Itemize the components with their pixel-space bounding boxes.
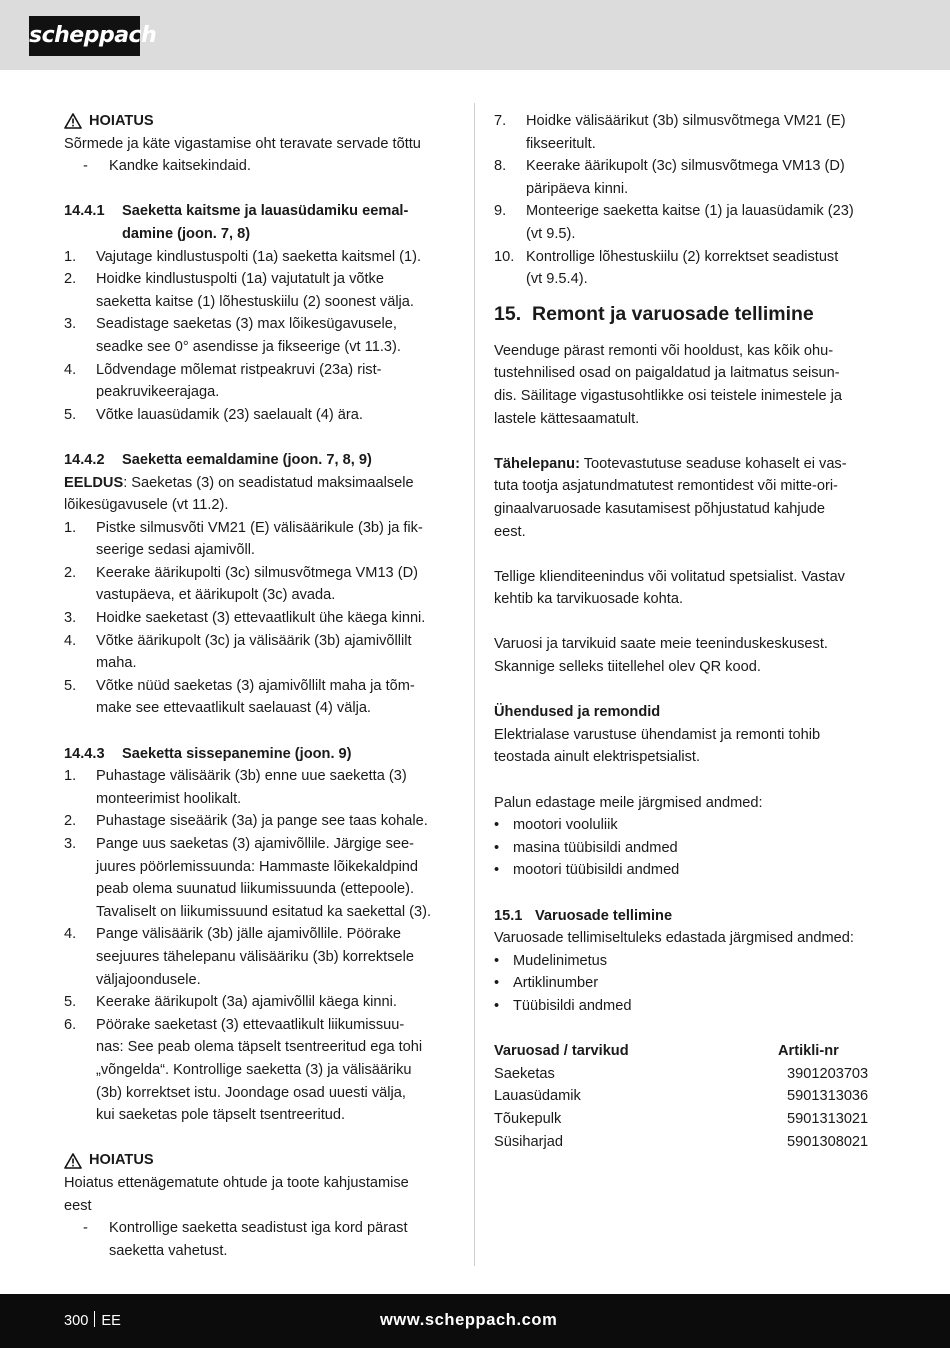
table-header: Varuosad / tarvikud Artikli-nr	[494, 1043, 839, 1060]
table-row: Tõukepulk 5901313021	[494, 1110, 869, 1127]
list-item: 10. Kontrollige lõhestuskiilu (2) korrektset seadistust (vt 9.5.4).	[494, 248, 839, 288]
list-item: • mootori tüübisildi andmed	[494, 862, 680, 879]
warning-heading	[64, 110, 456, 133]
list-item: • Tüübisildi andmed	[494, 997, 632, 1014]
subheading: Ühendused ja remondid	[494, 704, 661, 721]
brand-logo: scheppach	[29, 16, 140, 56]
precondition-text: EELDUS: Saeketas (3) on seadistatud maksimaalsele lõikesügavusele (vt 11.2).	[64, 474, 414, 514]
list-item: 2. Hoidke kindlustuspolti (1a) vajutatult ja võtke saeketta kaitse (1) lõhestuskiilu (2) soonest välja.	[64, 271, 414, 310]
list-item: 5. Võtke lauasüdamik (23) saelaualt (4) ära.	[64, 406, 363, 423]
column-divider	[474, 103, 475, 1266]
paragraph: Elektrialase varustuse ühendamist ja remonti tohib teostada ainult elektrispetsialist.	[494, 726, 821, 766]
warning-bullet: - Kandke kaitsekindaid.	[83, 158, 251, 175]
list-item: 9. Monteerige saeketta kaitse (1) ja lauasüdamik (23) (vt 9.5).	[494, 203, 854, 242]
list-item: 1. Pistke silmusvõti VM21 (E) välisäärikule (3b) ja fik- seerige sedasi ajamivõll.	[64, 519, 423, 559]
list-item: 4. Lõdvendage mõlemat ristpeakruvi (23a) rist- peakruvikeerajaga.	[64, 361, 382, 401]
paragraph: Tähelepanu: Tootevastutuse seaduse kohaselt ei vas- tuta tootja asjatundmatutest remontidest või mitte-ori- ginaalvaruosade kasutamisest põhjustatud kahjude eest.	[494, 455, 847, 540]
warning-triangle-icon	[64, 1153, 82, 1169]
list-item: 1. Vajutage kindlustuspolti (1a) saeketta kaitsmel (1).	[64, 248, 422, 265]
list-item: 6. Pöörake saeketast (3) ettevaatlikult liikumissuu- nas: See peab olema täpselt tsentreeritud ega tohi „võngelda“. Kontrollige saeketta (3) ja välisääriku (3b) korrektset istu. Joondage osad uuesti välja, kui saeketas pole täpselt tsentreeritud.	[64, 1016, 423, 1124]
warning-triangle-icon	[64, 113, 82, 129]
section-heading-15-1: 15.1 Varuosade tellimine	[494, 907, 673, 924]
table-row: Saeketas 3901203703	[494, 1065, 869, 1082]
list-item: • Mudelinimetus	[494, 952, 608, 969]
warning-text: Sõrmede ja käte vigastamise oht teravate servade tõttu	[64, 135, 421, 152]
list-item: 5. Keerake äärikupolt (3a) ajamivõllil käega kinni.	[64, 994, 397, 1011]
table-row: Süsiharjad 5901308021	[494, 1133, 869, 1150]
list-item: • mootori vooluliik	[494, 817, 618, 834]
list-item: 8. Keerake äärikupolt (3c) silmusvõtmega VM13 (D) päripäeva kinni.	[494, 158, 845, 197]
warning-title: HOIATUS	[89, 1152, 154, 1169]
list-item: 7. Hoidke välisäärikut (3b) silmusvõtmega VM21 (E) fikseeritult.	[494, 113, 846, 152]
paragraph: Varuosi ja tarvikuid saate meie teeninduskeskusest. Skannige selleks tiitellehel olev QR kood.	[494, 636, 828, 676]
left-column	[64, 110, 456, 1262]
parts-table	[494, 1040, 886, 1153]
warning-bullet: - Kontrollige saeketta seadistust iga kord pärast saeketta vahetust.	[83, 1220, 408, 1259]
section-heading-14-4-2: 14.4.2 Saeketta eemaldamine (joon. 7, 8, 9)	[64, 451, 372, 468]
warning-heading	[64, 1149, 456, 1172]
list-item: 2. Puhastage siseäärik (3a) ja pange see taas kohale.	[64, 813, 428, 830]
list-item: 3. Hoidke saeketast (3) ettevaatlikult ühe käega kinni.	[64, 610, 426, 627]
list-item: 3. Pange uus saeketas (3) ajamivõllile. Järgige see- juures pöörlemissuunda: Hammaste lõikekaldpind peab olema suunatud liikumissuunda (ettepoole). Tavaliselt on liikumissuund esitatud ka saekettal (3).	[64, 836, 432, 920]
section-heading-14-4-1: 14.4.1 Saeketta kaitsme ja lauasüdamiku eemal- damine (joon. 7, 8)	[64, 203, 409, 242]
right-column	[494, 110, 886, 1153]
list-item: • Artiklinumber	[494, 975, 599, 992]
paragraph: Tellige klienditeenindus või volitatud spetsialist. Vastav kehtib ka tarvikuosade kohta.	[494, 568, 845, 608]
paragraph: Palun edastage meile järgmised andmed:	[494, 794, 763, 811]
page-number: 300 EE	[64, 1313, 121, 1329]
section-heading-14-4-3: 14.4.3 Saeketta sissepanemine (joon. 9)	[64, 745, 352, 762]
section-heading-15: 15. Remont ja varuosade tellimine	[494, 302, 814, 325]
paragraph: Veenduge pärast remonti või hooldust, kas kõik ohu- tustehnilised osad on paigaldatud ja laitmatus seisun- dis. Säilitage vigastusohtlikke osi teistele inimestele ja lastele kättesaamatult.	[494, 342, 842, 427]
list-item: 5. Võtke nüüd saeketas (3) ajamivõllilt maha ja tõm- make see ettevaatlikult saelauast (4) välja.	[64, 677, 415, 717]
website-link[interactable]: www.scheppach.com	[380, 1311, 558, 1329]
list-item: 4. Pange välisäärik (3b) jälle ajamivõllile. Pöörake seejuures tähelepanu välisääriku (3b) korrektsele väljajoondusele.	[64, 926, 414, 988]
list-item: 2. Keerake äärikupolti (3c) silmusvõtmega VM13 (D) vastupäeva, et äärikupolt (3c) avada.	[64, 564, 418, 604]
list-item: 1. Puhastage välisäärik (3b) enne uue saeketta (3) monteerimist hoolikalt.	[64, 768, 407, 807]
list-item: • masina tüübisildi andmed	[494, 839, 678, 856]
list-item: 4. Võtke äärikupolt (3c) ja välisäärik (3b) ajamivõllilt maha.	[64, 632, 412, 672]
warning-text: Hoiatus ettenägematute ohtude ja toote kahjustamise eest	[64, 1174, 409, 1214]
paragraph: Varuosade tellimiseltuleks edastada järgmised andmed:	[494, 930, 854, 947]
warning-title: HOIATUS	[89, 113, 154, 129]
table-row: Lauasüdamik 5901313036	[494, 1088, 869, 1105]
header-bar	[0, 0, 950, 70]
footer-bar	[0, 1294, 950, 1348]
list-item: 3. Seadistage saeketas (3) max lõikesügavusele, seadke see 0° asendisse ja fikseerige (vt 11.3).	[64, 316, 401, 355]
